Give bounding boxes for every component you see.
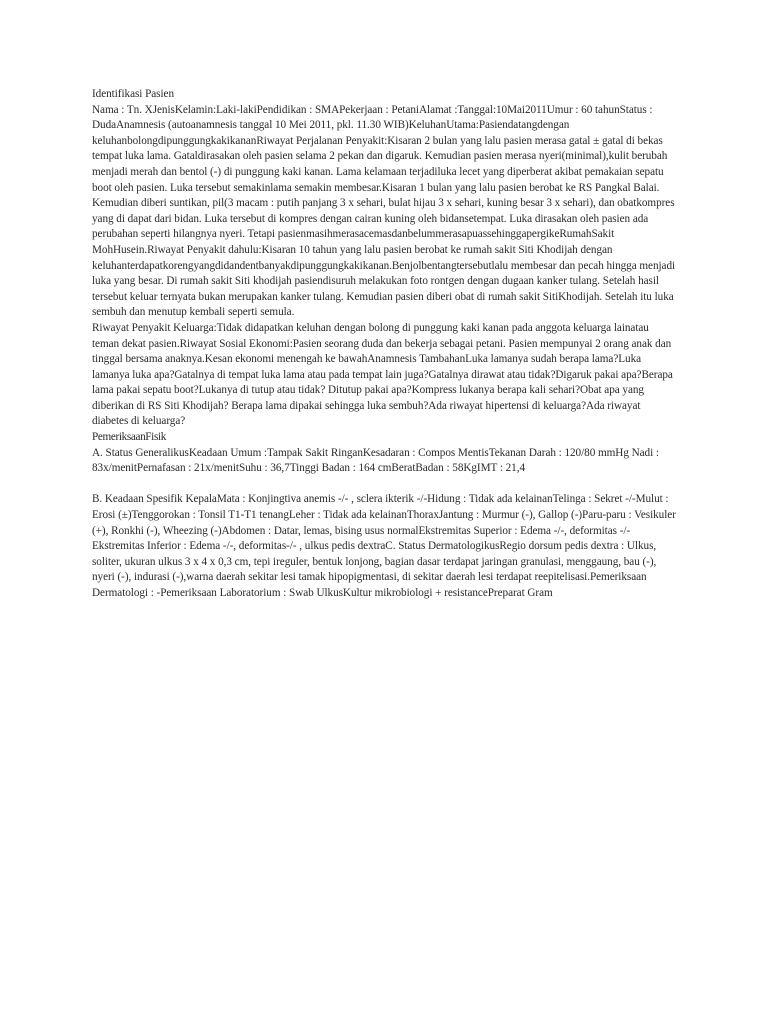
paragraph-pemeriksaan-fisik-heading: PemeriksaanFisik [92, 431, 166, 444]
paragraph-keadaan-spesifik: B. Keadaan Spesifik KepalaMata : Konjingtiva anemis -/- , sclera ikterik -/-Hidung : Tidak ada kelainanTelinga : Sekret -/-Mulut : Erosi (±)Tenggorokan : Tonsil T1-T1 tenangLeher : Tidak ada kelainanThoraxJantung : Murmur (-), Gallop (-)Paru-paru : Vesikuler (+), Ronkhi (-), Wheezing (-)Abdomen : Datar, lemas, bising usus normalEkstremitas Superior : Edema -/-, deformitas -/-Ekstremitas Inferior : Edema -/-, deformitas-/- , ulkus pedis dextraC. Status DermatologikusRegio dorsum pedis dextra : Ulkus, soliter, ukuran ulkus 3 x 4 x 0,3 cm, tepi ireguler, bentuk lonjong, bagian dasar terdapat jaringan granulasi, menggaung, bau (-), nyeri (-), indurasi (-),warna daerah sekitar lesi tamak hipopigmentasi, di sekitar daerah lesi terdapat reepitelisasi.Pemeriksaan Dermatologi : -Pemeriksaan Laboratorium : Swab UlkusKultur mikrobiologi + resistancePreparat Gram [92, 493, 676, 599]
paragraph-status-generalikus: A. Status GeneralikusKeadaan Umum :Tampak Sakit RinganKesadaran : Compos MentisTekanan Darah : 120/80 mmHg Nadi : 83x/menitPernafasan : 21x/menitSuhu : 36,7Tinggi Badan : 164 cmBeratBadan : 58KgIMT : 21,4 [92, 446, 659, 475]
section-heading-identifikasi: Identifikasi Pasien [92, 88, 175, 100]
document-body [92, 87, 676, 602]
paragraph-riwayat-keluarga-sosial: Riwayat Penyakit Keluarga:Tidak didapatkan keluhan dengan bolong di punggung kaki kanan pada anggota keluarga lainatau teman dekat pasien.Riwayat Sosial Ekonomi:Pasien seorang duda dan bekerja sebagai petani. Pasien mempunyai 2 orang anak dan tinggal bersama anaknya.Kesan ekonomi menengah ke bawahAnamnesis TambahanLuka lamanya sudah berapa lama?Luka lamanya luka apa?Gatalnya di tempat luka lama atau pada tempat lain juga?Gatalnya dirawat atau tidak?Digaruk pakai apa?Berapa lama pakai sepatu boot?Lukanya di tutup atau tidak? Ditutup pakai apa?Kompress lukanya berapa kali sehari?Obat apa yang diberikan di RS Siti Khodijah? Berapa lama dipakai sehingga luka sembuh?Ada riwayat hipertensi di keluarga?Ada riwayat diabetes di keluarga? [92, 321, 673, 428]
blank-line-spacer [92, 477, 676, 493]
paragraph-identitas-anamnesis: Nama : Tn. XJenisKelamin:Laki-lakiPendidikan : SMAPekerjaan : PetaniAlamat :Tanggal:10Mai2011Umur : 60 tahunStatus : DudaAnamnesis (autoanamnesis tanggal 10 Mei 2011, pkl. 11.30 WIB)KeluhanUtama:Pasiendatangdengan keluhanbolongdipunggungkakikananRiwayat Perjalanan Penyakit:Kisaran 2 bulan yang lalu pasien merasa gatal ± gatal di bekas tempat luka lama. Gataldirasakan oleh pasien selama 2 pekan dan digaruk. Kemudian pasien merasa nyeri(minimal),kulit berubah menjadi merah dan bentol (-) di punggung kaki kanan. Lama kelamaan terjadiluka lecet yang diperberat akibat pemakaian sepatu boot oleh pasien. Luka tersebut semakinlama semakin membesar.Kisaran 1 bulan yang lalu pasien berobat ke RS Pangkal Balai. Kemudian diberi suntikan, pil(3 macam : putih panjang 3 x sehari, bulat hijau 3 x sehari, kuning besar 3 x sehari), dan obatkompres yang di dapat dari bidan. Luka tersebut di kompres dengan cairan kuning oleh bidansetempat. Luka dirasakan oleh pasien ada perubahan seperti hilangnya nyeri. Tetapi pasienmasihmerasacemasdanbelummerasapuassehinggapergikeRumahSakit MohHusein.Riwayat Penyakit dahulu:Kisaran 10 tahun yang lalu pasien berobat ke rumah sakit Siti Khodijah dengan keluhanterdapatkorengyangdidandentbanyakdipunggungkakikanan.Benjolbentangtersebutlalu membesar dan pecah hingga menjadi luka yang besar. Di rumah sakit Siti khodijah pasiendisuruh melakukan foto rontgen dengan dugaan kanker tulang. Setelah hasil tersebut keluar ternyata bukan merupakan kanker tulang. Kemudian pasien diberi obat di rumah sakit SitiKhodijah. Setelah itu luka sembuh dan menutup kembali seperti semula. [92, 103, 676, 319]
